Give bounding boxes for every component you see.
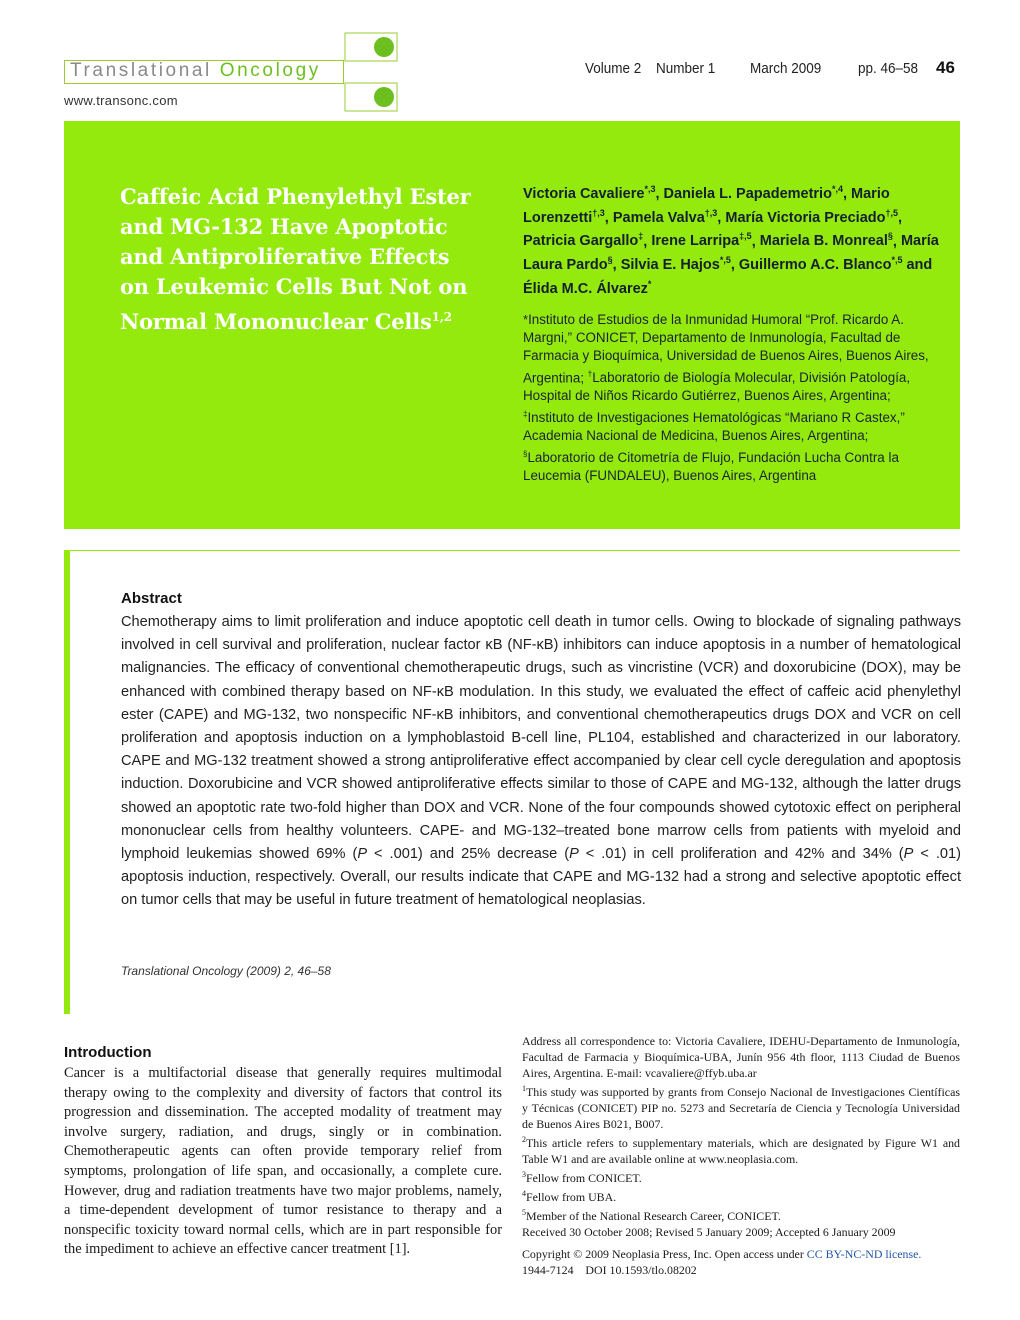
author-name: Daniela L. Papademetrio$^{*,4}$ (663, 184, 843, 202)
footnotes (522, 1033, 960, 1278)
affiliation: §Laboratorio de Citometría de Flujo, Fundación Lucha Contra la Leucemia (FUNDALEU), Buenos Aires, Argentina (523, 449, 899, 484)
abstract-text: Chemotherapy aims to limit proliferation and induce apoptotic cell death in tumor cells. Owing to blockade of signaling pathways involved in cell survival and proliferation, nuclear factor κB (NF-κB) inhibitors can induce apoptosis in a number of hematological malignancies. The efficacy of conventional chemotherapeutic drugs, such as vincristine (VCR) and doxorubicine (DOX), may be enhanced with combined therapy based on NF-κB modulation. In this study, we evaluated the effect of caffeic acid phenylethyl ester (CAPE) and MG-132, two nonspecific NF-κB inhibitors, and conventional chemotherapeutics drugs DOX and VCR on cell proliferation and apoptosis induction on a lymphoblastoid B-cell line, PL104, established and characterized in our laboratory. CAPE and MG-132 treatment showed a strong antiproliferative effect accompanied by clear cell cycle deregulation and apoptosis induction. Doxorubicine and VCR showed antiproliferative effects similar to those of CAPE and MG-132, although the latter drugs showed an apoptotic rate two-fold higher than DOX and VCR. None of the four compounds showed cytotoxic effect on peripheral mononuclear cells from healthy volunteers. CAPE- and MG-132–treated bone marrow cells from patients with myeloid and lymphoid leukemias showed 69% (P < .001) and 25% decrease (P < .01) in cell proliferation and 42% and 34% (P < .01) apoptosis induction, respectively. Overall, our results indicate that CAPE and MG-132 had a strong and selective apoptotic effect on tumor cells that may be useful in future treatment of hematological neoplasias. (121, 614, 961, 909)
author-name: María Laura Pardo§ (523, 233, 939, 274)
footnote-item: $^4$Fellow from UBA. (522, 1188, 617, 1204)
affiliation: ‡Instituto de Investigaciones Hematológicas “Mariano R Castex,” Academia Nacional de Medicina, Buenos Aires, Argentina; (523, 409, 905, 444)
footnote-item: $^1$This study was supported by grants from Consejo Nacional de Investigaciones Científicas y Técnicas (CONICET) PIP no. 5273 and Secretaría de Ciencia y Tecnología Universidad de Buenos Aires B021, B007. (522, 1084, 960, 1131)
affiliation: *Instituto de Estudios de la Inmunidad Humoral “Prof. Ricardo A. Margni,” CONICET, Departamento de Inmunología, Facultad de Farmacia y Bioquímica, Universidad de Buenos Aires, Buenos Aires, Argentina; (523, 312, 929, 386)
abstract-accent-bar (64, 550, 70, 1014)
footnote-item: $^5$Member of the National Research Career, CONICET. (522, 1207, 781, 1223)
issue-pages: pp. 46–58 (858, 60, 919, 77)
issn-doi-line (522, 1262, 960, 1278)
author-name: Silvia E. Hajos$^{*,5}$ (620, 255, 731, 274)
abstract-top-rule (70, 550, 960, 551)
author-name: Victoria Cavaliere$^{*,3}$ (523, 184, 656, 202)
author-name: Pamela Valva$^{\dagger,3}$ (612, 207, 718, 226)
issue-volume: Volume 2 (585, 60, 642, 77)
author-name: Élida M.C. Álvarez* (523, 279, 652, 298)
affiliation: †Laboratorio de Biología Molecular, División Patología, Hospital de Niños Ricardo Gutiérrez, Buenos Aires, Argentina; (523, 369, 911, 404)
introduction-text: Cancer is a multifactorial disease that generally requires multimodal therapy owing to the complexity and diversity of factors that control its progression and dissemination. The accepted modality of treatment may involve surgery, radiation, and drugs, singly or in combination. Chemotherapeutic agents can often provide temporary relief from symptoms, prolongation of life span, and occasionally, a complete cure. However, drug and radiation treatments have two major problems, namely, a time-dependent development of tumor resistance to therapy and a nonspecific toxicity toward normal cells, which are in part responsible for the impediment to achieve an effective cancer treatment [1]. (64, 1065, 502, 1258)
logo-dots-icon (344, 32, 398, 112)
article-title: Caffeic Acid Phenylethyl Ester and MG-132 Have Apoptotic and Antiproliferative Effects on Leukemic Cells But Not on Normal Mononuclear Cells$^{1,2}$ (120, 184, 471, 334)
introduction-heading: Introduction (64, 1044, 152, 1061)
abstract-heading: Abstract (121, 590, 182, 607)
author-name: María Victoria Preciado$^{\dagger,5}$ (725, 207, 898, 226)
footnote-item: $^2$This article refers to supplementary materials, which are designated by Figure W1 and Table W1 and are available online at www.neoplasia.com. (522, 1134, 960, 1166)
journal-url[interactable]: www.transonc.com (64, 93, 178, 108)
journal-logo: Translational Oncology (70, 60, 321, 81)
correspondence-note: Address all correspondence to: Victoria Cavaliere, IDEHU-Departamento de Inmunología, Facultad de Farmacia y Bioquímica-UBA, Junín 956 4th floor, 1113 Ciudad de Buenos Aires, Argentina. E-mail: vcavaliere@ffyb.uba.ar (522, 1034, 960, 1080)
received-dates: Received 30 October 2008; Revised 5 January 2009; Accepted 6 January 2009 (522, 1224, 896, 1239)
author-name: Irene Larripa$^{\ddagger,5}$ (651, 231, 752, 250)
doi: DOI 10.1593/tlo.08202 (585, 1262, 697, 1277)
license-link[interactable]: CC BY-NC-ND license. (806, 1246, 922, 1261)
page-number: 46 (936, 58, 955, 77)
affiliations (523, 311, 933, 485)
issn: 1944-7124 (522, 1262, 574, 1277)
footnote-list (522, 1081, 960, 1224)
footnote-item: $^3$Fellow from CONICET. (522, 1169, 642, 1185)
issue-date: March 2009 (750, 60, 822, 77)
author-name: Mariela B. Monreal§ (759, 231, 893, 250)
copyright-line: Copyright © 2009 Neoplasia Press, Inc. Open access under CC BY-NC-ND license. (522, 1246, 922, 1261)
author-list: Victoria Cavaliere$^{*,3}$, Daniela L. Papademetrio$^{*,4}$, Mario Lorenzetti$^{\dagger,3}$, Pamela Valva$^{\dagger,3}$, María Victoria Preciado$^{\dagger,5}$, Patricia Gargallo‡, Irene Larripa$^{\ddagger,5}$, Mariela B. Monreal§, María Laura Pardo§, Silvia E. Hajos$^{*,5}$, Guillermo A.C. Blanco$^{*,5}$ and Élida M.C. Álvarez* (523, 184, 939, 298)
abstract-citation: Translational Oncology (2009) 2, 46–58 (121, 964, 331, 978)
issue-number: Number 1 (656, 60, 716, 77)
author-name: Guillermo A.C. Blanco$^{*,5}$ (738, 255, 903, 274)
author-name: Patricia Gargallo‡ (523, 231, 644, 250)
author-name: Mario Lorenzetti$^{\dagger,3}$ (523, 185, 890, 226)
